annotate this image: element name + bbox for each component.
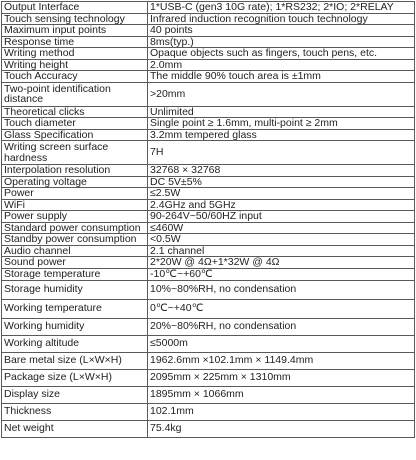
spec-value: 1962.6mm ×102.1mm × 1149.4mm bbox=[148, 352, 415, 369]
spec-value: 0℃~+40℃ bbox=[148, 299, 415, 318]
spec-label: Power supply bbox=[2, 211, 148, 223]
spec-label: Standard power consumption bbox=[2, 222, 148, 234]
spec-row bbox=[2, 257, 415, 269]
spec-label: WiFi bbox=[2, 199, 148, 211]
spec-label: Output Interface bbox=[2, 2, 148, 14]
spec-label: Working humidity bbox=[2, 318, 148, 335]
spec-label: Touch sensing technology bbox=[2, 13, 148, 25]
spec-value: 1*USB-C (gen3 10G rate); 1*RS232; 2*IO; 2*RELAY bbox=[148, 2, 415, 14]
spec-row bbox=[2, 299, 415, 318]
spec-label: Thickness bbox=[2, 403, 148, 420]
spec-label: Display size bbox=[2, 386, 148, 403]
spec-value: 75.4kg bbox=[148, 420, 415, 437]
spec-value: 90-264V~50/60HZ input bbox=[148, 211, 415, 223]
spec-value: 32768 × 32768 bbox=[148, 165, 415, 177]
spec-row bbox=[2, 280, 415, 299]
spec-value: Opaque objects such as fingers, touch pens, etc. bbox=[148, 48, 415, 60]
spec-row bbox=[2, 335, 415, 352]
spec-label: Storage temperature bbox=[2, 268, 148, 280]
spec-label: Response time bbox=[2, 36, 148, 48]
spec-value: <0.5W bbox=[148, 234, 415, 246]
spec-label: Sound power bbox=[2, 257, 148, 269]
spec-value: 2*20W @ 4Ω+1*32W @ 4Ω bbox=[148, 257, 415, 269]
spec-row bbox=[2, 268, 415, 280]
spec-row bbox=[2, 188, 415, 200]
spec-value: 8ms(typ.) bbox=[148, 36, 415, 48]
spec-value: 10%~80%RH, no condensation bbox=[148, 280, 415, 299]
spec-value: 40 points bbox=[148, 25, 415, 37]
spec-label: Writing height bbox=[2, 59, 148, 71]
spec-value: 2.4GHz and 5GHz bbox=[148, 199, 415, 211]
spec-row bbox=[2, 48, 415, 60]
spec-row bbox=[2, 129, 415, 141]
spec-row bbox=[2, 2, 415, 14]
spec-row bbox=[2, 420, 415, 437]
spec-value: >20mm bbox=[148, 82, 415, 106]
spec-value: 7H bbox=[148, 141, 415, 165]
spec-label: Audio channel bbox=[2, 245, 148, 257]
spec-label: Maximum input points bbox=[2, 25, 148, 37]
spec-value: Single point ≥ 1.6mm, multi-point ≥ 2mm bbox=[148, 118, 415, 130]
spec-row bbox=[2, 59, 415, 71]
spec-row bbox=[2, 71, 415, 83]
spec-row bbox=[2, 13, 415, 25]
spec-row bbox=[2, 234, 415, 246]
spec-table bbox=[1, 1, 415, 438]
spec-row bbox=[2, 403, 415, 420]
spec-label: Touch Accuracy bbox=[2, 71, 148, 83]
spec-value: ≤460W bbox=[148, 222, 415, 234]
spec-value: The middle 90% touch area is ±1mm bbox=[148, 71, 415, 83]
spec-label: Working temperature bbox=[2, 299, 148, 318]
spec-value: 2.0mm bbox=[148, 59, 415, 71]
spec-row bbox=[2, 211, 415, 223]
spec-row bbox=[2, 222, 415, 234]
spec-value: ≤5000m bbox=[148, 335, 415, 352]
spec-label: Theoretical clicks bbox=[2, 106, 148, 118]
spec-label: Two-point identification distance bbox=[2, 82, 148, 106]
spec-value: DC 5V±5% bbox=[148, 176, 415, 188]
spec-label: Storage humidity bbox=[2, 280, 148, 299]
spec-label: Power bbox=[2, 188, 148, 200]
spec-row bbox=[2, 25, 415, 37]
spec-row bbox=[2, 369, 415, 386]
spec-value: ≤2.5W bbox=[148, 188, 415, 200]
spec-row bbox=[2, 352, 415, 369]
spec-row bbox=[2, 318, 415, 335]
spec-value: -10℃~+60℃ bbox=[148, 268, 415, 280]
spec-label: Touch diameter bbox=[2, 118, 148, 130]
spec-table-body bbox=[2, 2, 415, 438]
spec-label: Net weight bbox=[2, 420, 148, 437]
spec-value: Infrared induction recognition touch technology bbox=[148, 13, 415, 25]
spec-row bbox=[2, 106, 415, 118]
spec-label: Package size (L×W×H) bbox=[2, 369, 148, 386]
spec-row bbox=[2, 199, 415, 211]
spec-row bbox=[2, 82, 415, 106]
spec-value: 2.1 channel bbox=[148, 245, 415, 257]
spec-label: Bare metal size (L×W×H) bbox=[2, 352, 148, 369]
spec-value: 1895mm × 1066mm bbox=[148, 386, 415, 403]
spec-value: 102.1mm bbox=[148, 403, 415, 420]
spec-row bbox=[2, 176, 415, 188]
spec-label: Standby power consumption bbox=[2, 234, 148, 246]
spec-label: Operating voltage bbox=[2, 176, 148, 188]
spec-row bbox=[2, 36, 415, 48]
spec-value: 3.2mm tempered glass bbox=[148, 129, 415, 141]
spec-row bbox=[2, 386, 415, 403]
spec-label: Interpolation resolution bbox=[2, 165, 148, 177]
spec-row bbox=[2, 141, 415, 165]
spec-label: Working altitude bbox=[2, 335, 148, 352]
spec-row bbox=[2, 118, 415, 130]
spec-label: Writing method bbox=[2, 48, 148, 60]
spec-row bbox=[2, 245, 415, 257]
spec-label: Glass Specification bbox=[2, 129, 148, 141]
spec-value: Unlimited bbox=[148, 106, 415, 118]
spec-label: Writing screen surface hardness bbox=[2, 141, 148, 165]
spec-value: 2095mm × 225mm × 1310mm bbox=[148, 369, 415, 386]
spec-row bbox=[2, 165, 415, 177]
spec-value: 20%~80%RH, no condensation bbox=[148, 318, 415, 335]
